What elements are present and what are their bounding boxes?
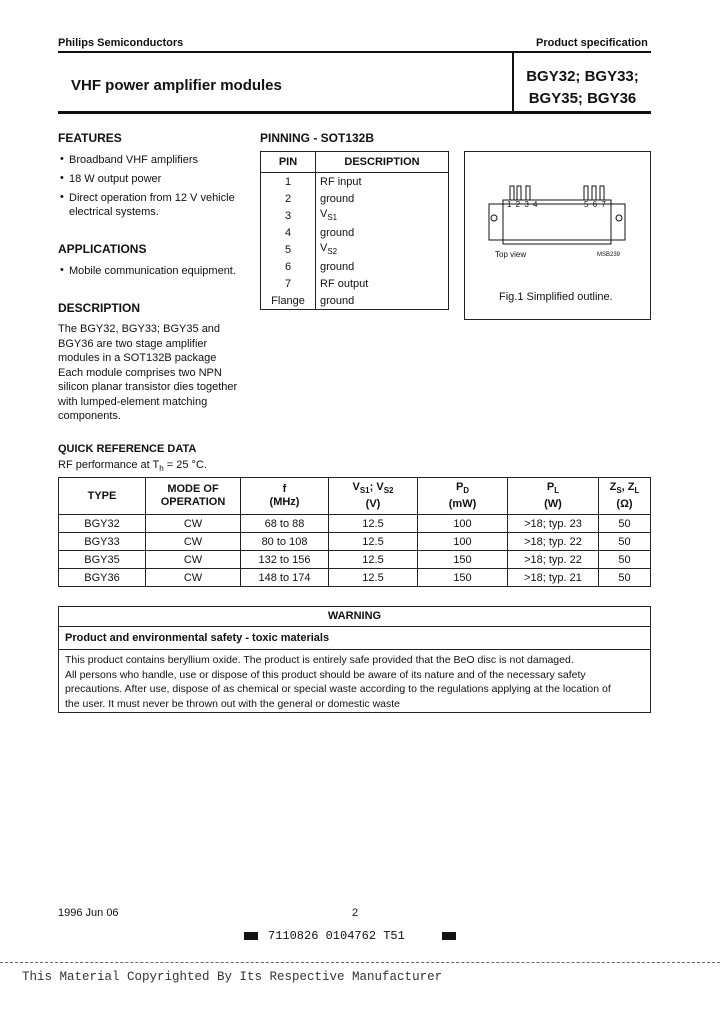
cell-mode: CW [146,551,241,569]
part-line-1: BGY32; BGY33; [526,68,639,85]
pin-description: RF input [316,173,449,191]
header-rule-top [58,51,651,53]
figure-pins-left: 1 2 3 4 [507,200,539,209]
feature-item-cont: electrical systems. [69,206,159,218]
cell-mode: CW [146,533,241,551]
col-pl-unit: (W) [544,497,562,510]
quick-reference-table [58,477,651,587]
warning-title: WARNING [59,607,650,627]
cell-f: 80 to 108 [241,533,329,551]
table-row [261,241,449,258]
table-row [261,173,449,191]
table-row [261,190,449,207]
col-pl-symbol: P [546,481,555,494]
cell-vs: 12.5 [329,551,418,569]
cell-pl: >18; typ. 21 [508,569,599,587]
col-vs-b-sub: S2 [383,486,394,496]
cell-pd: 100 [418,533,508,551]
pin-description-sub: S1 [327,213,338,223]
description-line: silicon planar transistor dies together [58,381,238,393]
figure-top-view: Top view [495,250,527,259]
footer-date: 1996 Jun 06 [58,907,119,919]
cell-type: BGY33 [59,533,146,551]
qrd-subheading-sub: h [159,464,164,474]
col-pd-unit: (mW) [448,497,477,510]
pin-number: 7 [261,275,316,292]
pin-description [316,207,449,224]
barcode-block-right-icon [442,932,456,940]
cell-type: BGY36 [59,569,146,587]
cell-z: 50 [599,515,651,533]
bullet-icon: • [60,191,64,203]
col-z-a: Z [609,481,617,494]
pin-description: ground [316,224,449,241]
col-type: TYPE [59,478,146,515]
page-title: VHF power amplifier modules [71,77,282,94]
pin-description: ground [316,292,449,310]
col-mode [146,478,241,515]
description-line: components. [58,410,121,422]
description-line: modules in a SOT132B package [58,352,217,364]
pin-description [316,241,449,258]
pinning-table [260,151,449,310]
pin-number: 3 [261,207,316,224]
col-f-symbol: f [282,483,287,495]
col-f [241,478,329,515]
applications-heading: APPLICATIONS [58,242,147,256]
pin-number: 5 [261,241,316,258]
cell-z: 50 [599,533,651,551]
cell-f: 132 to 156 [241,551,329,569]
col-mode-line1: MODE OF [167,483,219,495]
cell-pd: 150 [418,551,508,569]
cell-pd: 100 [418,515,508,533]
col-pl-sub: L [554,486,560,496]
cell-f: 68 to 88 [241,515,329,533]
part-numbers [514,66,651,110]
table-row [261,207,449,224]
col-pd [418,478,508,515]
footer-page-number: 2 [352,907,359,919]
pin-description: ground [316,258,449,275]
warning-body [59,650,650,711]
warning-line: the user. It must never be thrown out with the general or domestic waste [65,697,401,710]
feature-item: Broadband VHF amplifiers [69,154,199,166]
bullet-icon: • [60,153,64,165]
description-line: with lumped-element matching [58,395,208,408]
cell-z: 50 [599,569,651,587]
table-row [59,533,651,551]
cell-f: 148 to 174 [241,569,329,587]
pin-number: Flange [261,292,316,310]
bullet-icon: • [60,172,64,184]
feature-item: 18 W output power [69,173,162,185]
warning-subtitle: Product and environmental safety - toxic materials [59,627,650,650]
pin-description: RF output [316,275,449,292]
col-pl [508,478,599,515]
pin-number: 4 [261,224,316,241]
cell-pd: 150 [418,569,508,587]
barcode-text: 7110826 0104762 T51 [268,929,405,943]
application-item: Mobile communication equipment. [69,265,236,277]
outline-figure [464,151,651,320]
pin-description-sub: S2 [327,247,338,257]
part-line-2: BGY35; BGY36 [528,90,637,107]
table-row [261,292,449,310]
col-pd-symbol: P [455,481,464,494]
pin-description: ground [316,190,449,207]
cell-vs: 12.5 [329,533,418,551]
bullet-icon: • [60,264,64,276]
col-z-unit: (Ω) [616,497,633,510]
description-column-header: DESCRIPTION [316,152,449,173]
barcode-block-left-icon [244,932,258,940]
feature-item: Direct operation from 12 V vehicle [69,192,235,204]
cell-type: BGY32 [59,515,146,533]
col-pd-sub: D [463,486,470,496]
company-name: Philips Semiconductors [58,37,184,49]
qrd-subheading [58,459,207,473]
col-f-unit: (MHz) [269,496,300,508]
col-vs-unit: (V) [365,497,381,510]
figure-caption: Fig.1 Simplified outline. [499,291,613,303]
col-vs-a: V [352,481,360,494]
qrd-heading: QUICK REFERENCE DATA [58,443,197,455]
cell-vs: 12.5 [329,569,418,587]
copyright-notice: This Material Copyrighted By Its Respective Manufacturer [22,970,443,984]
table-row [59,569,651,587]
description-line: The BGY32, BGY33; BGY35 and [58,323,221,335]
col-vs-sep: ; V [369,481,384,494]
warning-line: All persons who handle, use or dispose of this product should be aware of its nature and of the necessary safety [65,668,586,681]
warning-line: This product contains beryllium oxide. The product is entirely safe provided that the BeO disc is not damaged. [65,654,574,666]
warning-line: precautions. After use, dispose of as chemical or special waste according to the regulations applying at the location of [65,683,611,695]
cell-mode: CW [146,515,241,533]
cell-z: 50 [599,551,651,569]
description-heading: DESCRIPTION [58,301,141,315]
col-z-b-sub: L [634,486,640,496]
description-body [58,322,237,424]
footer-divider [0,962,720,963]
col-vs-a-sub: S1 [359,486,370,496]
figure-pins-right: 5 6 7 [584,200,607,209]
pin-description-main: V [320,242,328,255]
table-row [261,275,449,292]
features-heading: FEATURES [58,131,122,145]
pin-number: 6 [261,258,316,275]
qrd-subheading-post: = 25 °C. [163,459,207,471]
table-row [261,224,449,241]
cell-type: BGY35 [59,551,146,569]
cell-mode: CW [146,569,241,587]
description-line: Each module comprises two NPN [58,366,222,379]
pin-column-header: PIN [261,152,316,173]
col-z [599,478,651,515]
warning-box [58,606,651,713]
doc-type: Product specification [536,37,648,49]
pinning-heading: PINNING - SOT132B [260,131,375,145]
cell-pl: >18; typ. 22 [508,533,599,551]
table-row [59,551,651,569]
figure-code: MSB239 [597,252,621,258]
pin-number: 2 [261,190,316,207]
pin-description-main: V [320,208,328,221]
cell-pl: >18; typ. 23 [508,515,599,533]
qrd-subheading-pre: RF performance at T [58,459,160,471]
description-line: BGY36 are two stage amplifier [58,337,208,350]
pin-number: 1 [261,173,316,191]
table-row [261,258,449,275]
header-rule-bottom [58,111,651,114]
module-outline-icon [465,152,650,272]
cell-pl: >18; typ. 22 [508,551,599,569]
col-vs [329,478,418,515]
col-z-sep: , Z [621,481,635,494]
table-row [59,515,651,533]
col-mode-line2: OPERATION [160,496,226,508]
cell-vs: 12.5 [329,515,418,533]
col-z-a-sub: S [616,486,622,496]
